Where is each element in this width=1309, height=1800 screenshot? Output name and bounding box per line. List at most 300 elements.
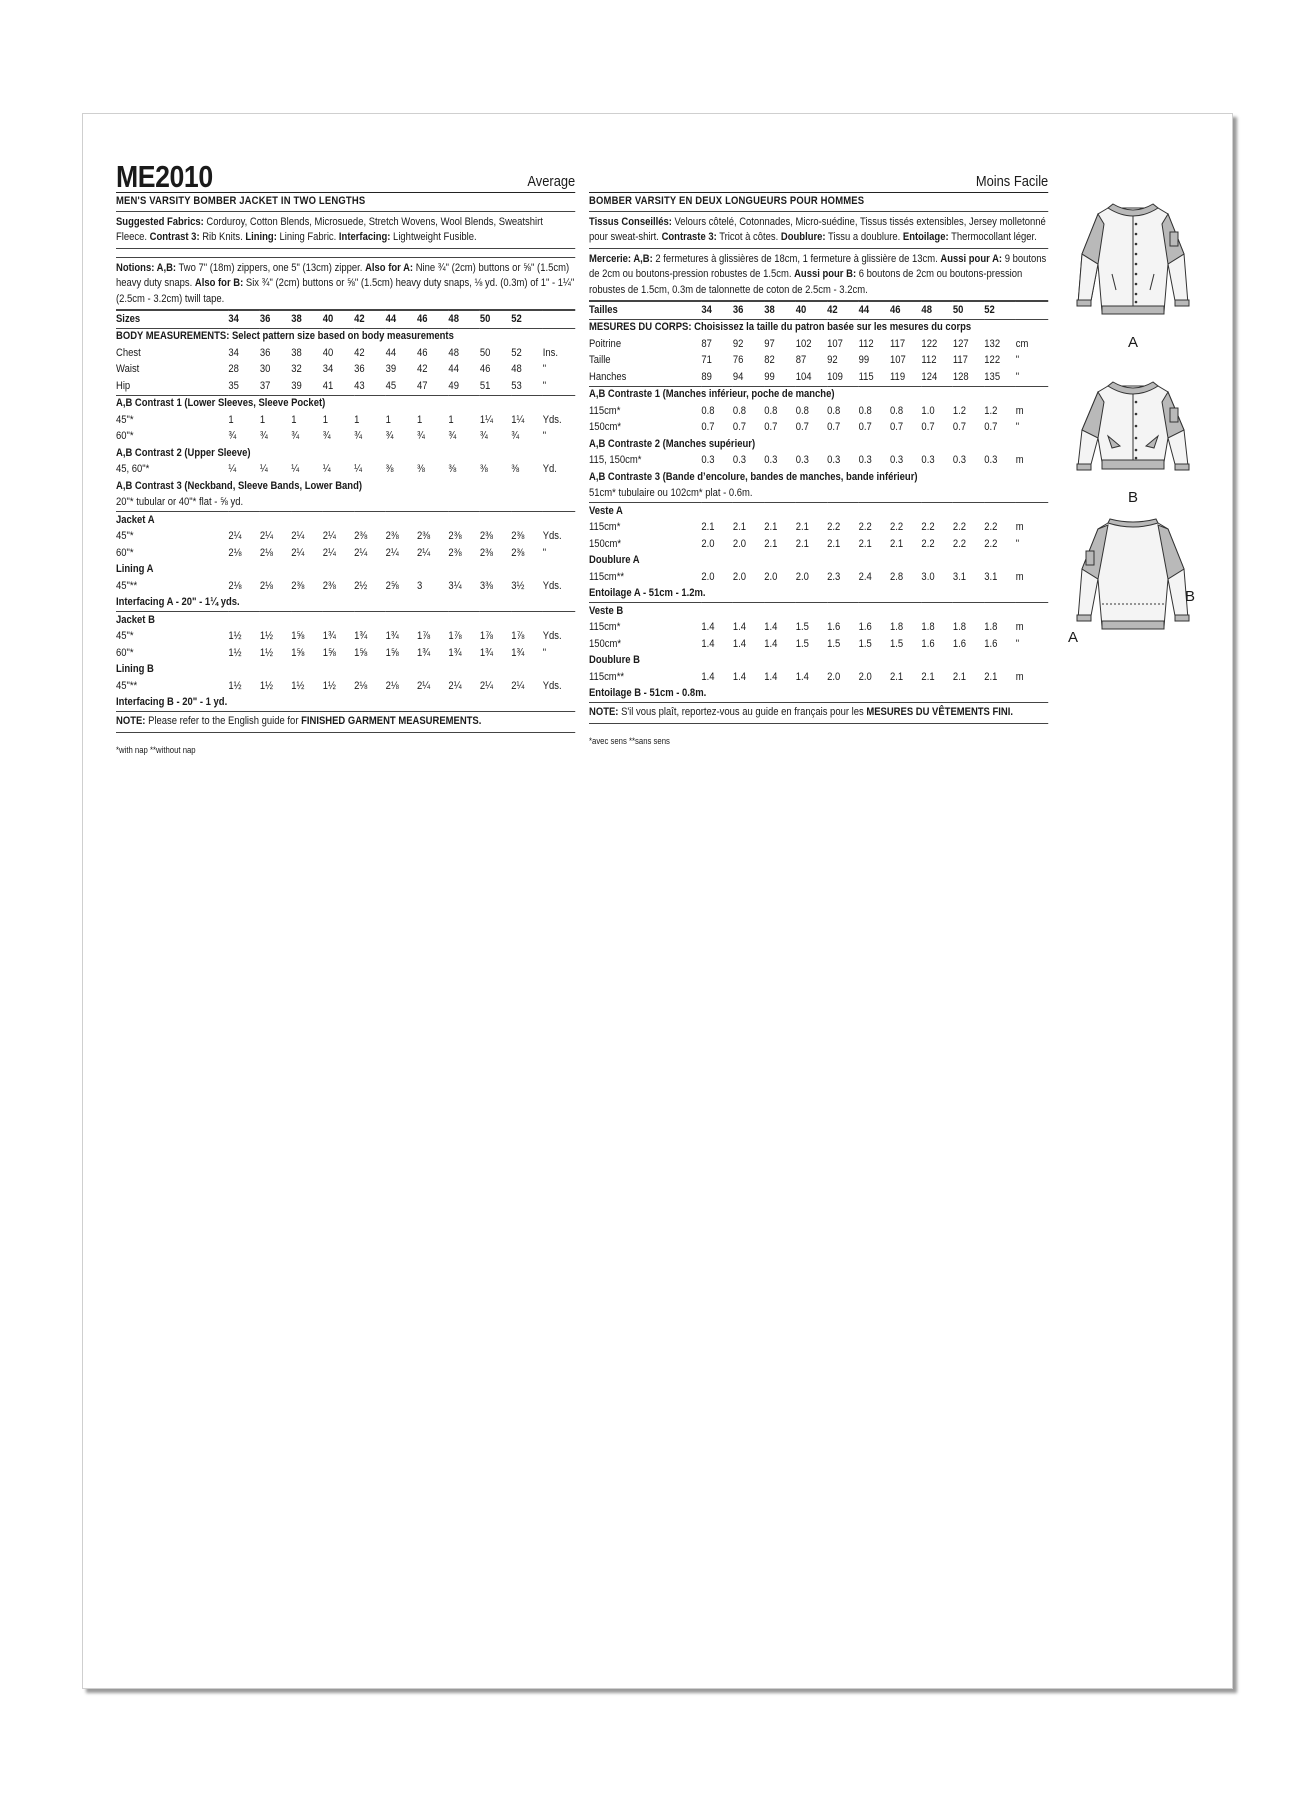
row-value: 39 — [291, 378, 322, 395]
c2-row — [589, 453, 1048, 470]
row-value: 2.0 — [701, 570, 715, 583]
row-value: 2.1 — [890, 670, 904, 683]
c1-row — [589, 403, 1048, 420]
size-value: 36 — [733, 302, 764, 320]
row-value: 43 — [354, 378, 385, 395]
row-value: 1.5 — [827, 637, 841, 650]
row-unit: m — [1015, 670, 1024, 683]
row-value: 3.1 — [952, 570, 967, 583]
row-value: 1½ — [228, 646, 242, 659]
row-label: Taille — [589, 354, 611, 366]
row-value: 0.7 — [921, 421, 935, 433]
row-value: 1.6 — [858, 621, 872, 633]
lining-b-row — [589, 669, 1048, 686]
row-value: 2.1 — [827, 537, 841, 550]
row-value: 82 — [764, 354, 775, 366]
row-value: 2.2 — [952, 537, 967, 550]
row-value: 2⅜ — [385, 530, 399, 542]
row-value: 1.6 — [952, 637, 967, 650]
row-value: 2⅛ — [354, 679, 368, 692]
row-value: 2.1 — [795, 537, 809, 550]
size-value: 40 — [323, 311, 354, 329]
row-value: 28 — [228, 363, 239, 375]
row-value: 3½ — [511, 579, 525, 592]
row-label: 150cm* — [589, 537, 622, 550]
row-value: 2.0 — [732, 537, 747, 550]
lining-a-row — [589, 569, 1048, 586]
jacket-b-row — [116, 645, 575, 662]
row-value: 1 — [417, 413, 423, 426]
row-unit: " — [1015, 354, 1020, 366]
row-value: 2¼ — [322, 530, 336, 542]
row-unit: " — [542, 646, 547, 659]
row-value: 40 — [322, 346, 334, 359]
row-value: 2.1 — [984, 670, 998, 683]
row-unit: Ins. — [542, 346, 558, 359]
row-value: 0.7 — [701, 421, 715, 433]
row-value: 1.4 — [701, 670, 715, 683]
row-value: 0.8 — [827, 404, 841, 417]
row-value: 1 — [322, 413, 328, 426]
fabrics-label-fr: Tissus Conseillés: — [589, 215, 672, 228]
row-value: 52 — [511, 346, 522, 359]
fabrics-text: Corduroy, Cotton Blends, Microsuede, Stretch Wovens, Wool Blends, Sweatshirt Fleece. — [116, 215, 543, 243]
row-value: 1.4 — [701, 621, 715, 633]
row-value: 104 — [796, 369, 827, 386]
row-value: 0.3 — [984, 454, 998, 466]
body-row — [589, 336, 1048, 353]
french-header — [589, 160, 1048, 193]
row-unit: Yds. — [542, 413, 562, 426]
row-value: 1.4 — [701, 637, 715, 650]
row-value: 37 — [260, 378, 291, 395]
jacket-b-row — [589, 636, 1048, 653]
row-value: 1.4 — [764, 670, 778, 683]
row-value: 71 — [701, 354, 712, 366]
row-unit: Yd. — [542, 463, 557, 475]
row-value: 1¾ — [385, 630, 399, 642]
row-unit: m — [1015, 570, 1024, 583]
row-value: 1¾ — [479, 646, 494, 659]
row-value: 1¾ — [354, 630, 368, 642]
row-value: 124 — [921, 369, 952, 386]
row-value: 0.7 — [764, 421, 778, 433]
row-value: 1⅝ — [385, 646, 399, 659]
difficulty-level-fr: Moins Facile — [975, 173, 1049, 190]
section-title: MESURES DU CORPS: Choisissez la taille du patron basée sur les mesures du corps — [589, 321, 972, 333]
row-value: 41 — [323, 378, 354, 395]
row-value: 47 — [417, 378, 448, 395]
row-value: 1 — [259, 413, 266, 426]
notions-label: Notions: A,B: — [116, 261, 177, 274]
row-value: 112 — [858, 337, 874, 350]
row-value: 39 — [385, 363, 397, 375]
interfacing-label-fr: Entoilage: — [902, 231, 949, 243]
row-value: 0.3 — [858, 454, 872, 466]
contrast3-text: Rib Knits. — [199, 231, 246, 243]
fabrics-paragraph — [116, 212, 575, 249]
section-title: Lining B — [116, 663, 154, 675]
jacket-a-row — [589, 520, 1048, 537]
row-value: 34 — [228, 346, 239, 359]
row-label: 115cm** — [589, 670, 625, 683]
row-value: 0.7 — [858, 421, 872, 433]
row-value: ¾ — [322, 430, 331, 442]
row-value: 0.3 — [732, 454, 747, 466]
row-value: 46 — [479, 363, 491, 375]
row-value: 1.4 — [764, 637, 778, 650]
row-value: 1.6 — [827, 621, 841, 633]
row-value: 2.0 — [858, 670, 872, 683]
row-unit: Yds. — [542, 530, 562, 542]
notions-label-fr: Mercerie: A,B: — [589, 252, 653, 265]
row-value: ¾ — [228, 430, 237, 442]
row-value: ⅜ — [448, 463, 457, 475]
row-value: 2⅜ — [479, 530, 494, 542]
row-value: 3¼ — [448, 579, 462, 592]
sizes-label: Tailles — [589, 302, 701, 320]
row-value: 2⅜ — [479, 546, 494, 559]
row-value: 1.8 — [921, 621, 935, 633]
row-value: 1⅞ — [448, 630, 462, 642]
section-title: A,B Contrast 1 (Lower Sleeves, Sleeve Pocket) — [116, 397, 326, 409]
row-value: 87 — [795, 354, 807, 366]
row-value: 1⅝ — [322, 646, 336, 659]
also-b-text-fr: 6 boutons de 2cm ou boutons-pression robustes de 1.5cm, 0.3m de talonnette de coton de 2.5cm - 3.2cm. — [589, 268, 1023, 296]
row-value: 0.8 — [858, 404, 872, 417]
row-value: 107 — [890, 354, 906, 366]
row-value: ¼ — [228, 463, 237, 475]
row-value: 2¼ — [228, 530, 242, 542]
row-value: 128 — [953, 369, 984, 386]
row-value: 48 — [448, 346, 459, 359]
row-value: 2⅛ — [259, 546, 274, 559]
row-value: 51 — [480, 378, 511, 395]
row-value: 89 — [701, 369, 732, 386]
row-value: 1⅝ — [354, 646, 368, 659]
row-value: 0.3 — [764, 454, 778, 466]
row-value: 1¼ — [479, 413, 494, 426]
row-value: 122 — [921, 337, 938, 350]
sketch-label-back-b: B — [1185, 588, 1196, 605]
row-value: 2.3 — [827, 570, 841, 583]
row-value: 1⅝ — [291, 646, 305, 659]
row-value: 1.2 — [984, 404, 998, 417]
row-value: 1.4 — [732, 637, 747, 650]
row-value: ¾ — [354, 430, 363, 442]
row-value: 2.2 — [921, 521, 935, 533]
row-label: 45"* — [116, 413, 134, 426]
contrast3-label-fr: Contraste 3: — [661, 231, 717, 243]
row-value: 2⅜ — [354, 530, 368, 542]
row-value: 2¼ — [354, 546, 368, 559]
size-value: 50 — [480, 311, 511, 329]
size-value: 34 — [228, 311, 259, 329]
lining-label: Lining: — [245, 231, 277, 243]
english-header — [116, 160, 575, 193]
row-value: ¾ — [291, 430, 300, 442]
section-title: A,B Contrast 3 (Neckband, Sleeve Bands, Lower Band) — [116, 479, 363, 492]
row-value: 1½ — [322, 679, 336, 692]
row-value: 34 — [322, 363, 334, 375]
row-value: 49 — [448, 378, 479, 395]
row-value: ¾ — [448, 430, 457, 442]
pattern-code: ME2010 — [116, 159, 213, 194]
row-value: 1⅞ — [417, 630, 431, 642]
row-value: 1.4 — [795, 670, 809, 683]
row-value: 1 — [354, 413, 360, 426]
row-value: 2.1 — [764, 537, 778, 550]
row-value: ⅜ — [385, 463, 394, 475]
row-value: 0.7 — [732, 421, 747, 433]
row-value: 135 — [984, 369, 1015, 386]
row-value: 1¾ — [417, 646, 431, 659]
size-value: 48 — [448, 311, 479, 329]
also-b-label-fr: Aussi pour B: — [794, 268, 857, 280]
contrast3-label: Contrast 3: — [149, 231, 200, 243]
row-label: 150cm* — [589, 421, 622, 433]
row-value: ¼ — [259, 463, 268, 475]
footnote-fr: *avec sens **sans sens — [589, 735, 670, 746]
row-value: 3.1 — [984, 570, 998, 583]
size-value: 42 — [354, 311, 385, 329]
row-value: 0.3 — [952, 454, 967, 466]
size-value: 44 — [386, 311, 417, 329]
also-a-label-fr: Aussi pour A: — [940, 252, 1003, 265]
size-value: 48 — [921, 302, 952, 320]
fabrics-text-fr: Velours côtelé, Cotonnades, Micro-suédine, Tissus tissés extensibles, Jersey molletonné pour sweat-shirt. — [589, 215, 1046, 243]
row-value: 32 — [291, 363, 302, 375]
row-value: 1½ — [228, 630, 242, 642]
row-value: 45 — [386, 378, 417, 395]
jacket-a-front-sketch — [1068, 194, 1198, 324]
row-value: 0.8 — [732, 404, 747, 417]
row-value: ¾ — [511, 430, 520, 442]
row-value: 36 — [354, 363, 365, 375]
row-value: ¾ — [385, 430, 394, 442]
row-value: 2.1 — [890, 537, 904, 550]
row-unit: " — [542, 363, 547, 375]
row-value: 0.8 — [764, 404, 778, 417]
row-value: 1¾ — [322, 630, 336, 642]
note-text-fr: S'il vous plaît, reportez-vous au guide en français pour les — [618, 706, 867, 718]
section-text: 20"* tubular or 40"* flat - ⅝ yd. — [116, 495, 575, 512]
size-value: 38 — [764, 302, 795, 320]
row-value: 99 — [764, 369, 795, 386]
section-text: 51cm* tubulaire ou 102cm* plat - 0.6m. — [589, 486, 1048, 503]
row-value: ⅜ — [417, 463, 425, 475]
row-value: ¼ — [291, 463, 300, 475]
row-unit: Yds. — [542, 679, 562, 692]
interfacing-line: Interfacing A - 20" - 1¼ yds. — [116, 595, 575, 612]
row-unit: m — [1015, 404, 1024, 417]
size-value: 38 — [291, 311, 322, 329]
size-value: 44 — [859, 302, 890, 320]
row-value: 1 — [228, 413, 234, 426]
yardage-table-fr — [589, 301, 1048, 702]
row-value: 2.2 — [827, 521, 841, 533]
jacket-b-front-sketch — [1068, 374, 1198, 484]
row-value: 2.1 — [764, 521, 778, 533]
pattern-envelope-back — [82, 113, 1233, 1689]
section-title: Doublure A — [589, 554, 640, 566]
row-value: 50 — [479, 346, 491, 359]
note-bold: FINISHED GARMENT MEASUREMENTS. — [301, 715, 482, 727]
row-value: 2.2 — [984, 521, 998, 533]
section-title: BODY MEASUREMENTS: Select pattern size based on body measurements — [116, 330, 454, 342]
row-value: 97 — [764, 337, 775, 350]
row-value: 3.0 — [921, 570, 935, 583]
row-value: 1.8 — [984, 621, 998, 633]
row-value: 115 — [859, 369, 890, 386]
row-unit: Yds. — [542, 579, 562, 592]
size-value: 50 — [953, 302, 984, 320]
sizes-row — [589, 302, 1048, 320]
row-value: 2.4 — [858, 570, 872, 583]
row-value: 117 — [890, 337, 906, 350]
lining-a-row — [116, 578, 575, 595]
row-value: 2¼ — [291, 546, 305, 559]
row-value: 1½ — [291, 679, 305, 692]
sizes-label: Sizes — [116, 311, 228, 329]
section-title: A,B Contraste 3 (Bande d’encolure, bandes de manches, bande inférieur) — [589, 470, 918, 483]
sketch-label-a: A — [1128, 334, 1139, 351]
row-value: 109 — [827, 369, 858, 386]
row-unit: m — [1015, 454, 1024, 466]
row-value: 2⅜ — [322, 579, 336, 592]
also-a-text: Nine ¾" (2cm) buttons or ⅝" (1.5cm) heavy duty snaps. — [116, 261, 570, 289]
c1-row — [116, 429, 575, 446]
row-value: 1.8 — [952, 621, 967, 633]
row-value: 2.2 — [921, 537, 935, 550]
sizes-row — [116, 311, 575, 329]
english-column — [116, 160, 575, 758]
row-value: 3 — [417, 579, 423, 592]
row-value: 0.8 — [701, 404, 715, 417]
row-value: 76 — [732, 354, 744, 366]
body-row — [116, 378, 575, 395]
row-value: 2¼ — [511, 679, 525, 692]
row-value: 117 — [952, 354, 968, 366]
row-value: 1 — [291, 413, 297, 426]
row-unit: m — [1015, 621, 1024, 633]
row-value: 102 — [795, 337, 812, 350]
row-value: 0.7 — [984, 421, 998, 433]
row-unit: " — [542, 546, 547, 559]
row-unit: " — [543, 378, 576, 395]
row-value: 2¼ — [385, 546, 399, 559]
row-value: 87 — [701, 337, 712, 350]
fabrics-label: Suggested Fabrics: — [116, 215, 204, 228]
row-value: 1¼ — [511, 413, 525, 426]
row-value: 2⅜ — [417, 530, 431, 542]
row-value: ¾ — [259, 430, 268, 442]
row-value: 2.0 — [795, 570, 809, 583]
interfacing-line: Interfacing B - 20" - 1 yd. — [116, 696, 228, 708]
row-value: 2.1 — [858, 537, 872, 550]
section-title: A,B Contraste 2 (Manches supérieur) — [589, 437, 756, 450]
c2-row — [116, 462, 575, 479]
row-value: 2.1 — [701, 521, 715, 533]
body-row — [589, 369, 1048, 386]
row-value: ¾ — [417, 430, 425, 442]
row-value: 1.6 — [984, 637, 998, 650]
row-label: Poitrine — [589, 337, 622, 350]
row-value: ⅜ — [511, 463, 520, 475]
contrast3-text-fr: Tricot à côtes. — [716, 231, 781, 243]
jacket-back-sketch — [1068, 509, 1198, 639]
section-title: A,B Contrast 2 (Upper Sleeve) — [116, 446, 251, 459]
row-value: 2⅛ — [385, 679, 399, 692]
row-value: 2¼ — [417, 679, 431, 692]
row-value: 1¾ — [448, 646, 462, 659]
row-value: 1⅝ — [291, 630, 305, 642]
row-unit: " — [1016, 369, 1049, 386]
c1-row — [116, 412, 575, 429]
row-value: 1.5 — [890, 637, 904, 650]
row-value: 1½ — [259, 630, 274, 642]
row-value: 2.0 — [764, 570, 778, 583]
row-value: 0.8 — [890, 404, 904, 417]
row-value: 2⅛ — [228, 546, 242, 559]
row-value: 2.1 — [732, 521, 747, 533]
row-value: 1.4 — [764, 621, 778, 633]
row-value: 2¼ — [417, 546, 431, 559]
row-value: 2⅜ — [448, 530, 462, 542]
row-value: 92 — [732, 337, 744, 350]
row-value: 2.2 — [984, 537, 998, 550]
row-value: ¾ — [479, 430, 488, 442]
row-label: Waist — [116, 363, 140, 375]
size-value: 52 — [984, 302, 1015, 320]
note-fr — [589, 702, 1048, 724]
row-label: 115cm* — [589, 521, 621, 533]
section-title: Jacket B — [116, 613, 155, 626]
row-value: 1.0 — [921, 404, 935, 417]
fabrics-paragraph-fr — [589, 212, 1048, 249]
difficulty-level: Average — [527, 173, 576, 190]
section-title: Veste B — [589, 604, 624, 617]
row-value: 1¾ — [511, 646, 525, 659]
row-value: 122 — [984, 354, 1001, 366]
row-value: 1.5 — [795, 637, 809, 650]
row-value: ¼ — [322, 463, 331, 475]
row-value: 1.6 — [921, 637, 935, 650]
row-label: 60"* — [116, 430, 134, 442]
section-title: A,B Contraste 1 (Manches inférieur, poche de manche) — [589, 388, 835, 400]
row-value: 2.0 — [732, 570, 747, 583]
row-value: 94 — [733, 369, 764, 386]
notions-paragraph-fr — [589, 249, 1048, 302]
row-value: 2.2 — [952, 521, 967, 533]
size-value: 34 — [701, 302, 732, 320]
size-value: 40 — [796, 302, 827, 320]
row-label: 115cm* — [589, 621, 621, 633]
row-value: 2¼ — [259, 530, 274, 542]
sketch-label-b: B — [1128, 489, 1139, 506]
interfacing-line: Entoilage B - 51cm - 0.8m. — [589, 687, 707, 699]
also-a-label: Also for A: — [365, 261, 414, 274]
lining-b-row — [116, 678, 575, 695]
row-value: 0.7 — [795, 421, 809, 433]
also-b-text: Six ¾" (2cm) buttons or ⅝" (1.5cm) heavy duty snaps, ⅛ yd. (0.3m) of 1" - 1¼" (2.5cm - 3.2cm) twill tape. — [116, 277, 575, 305]
row-value: 1.5 — [795, 621, 809, 633]
row-value: 1½ — [259, 679, 274, 692]
row-value: 0.3 — [827, 454, 841, 466]
size-value: 46 — [890, 302, 921, 320]
row-unit: " — [1015, 637, 1020, 650]
row-value: 44 — [385, 346, 397, 359]
